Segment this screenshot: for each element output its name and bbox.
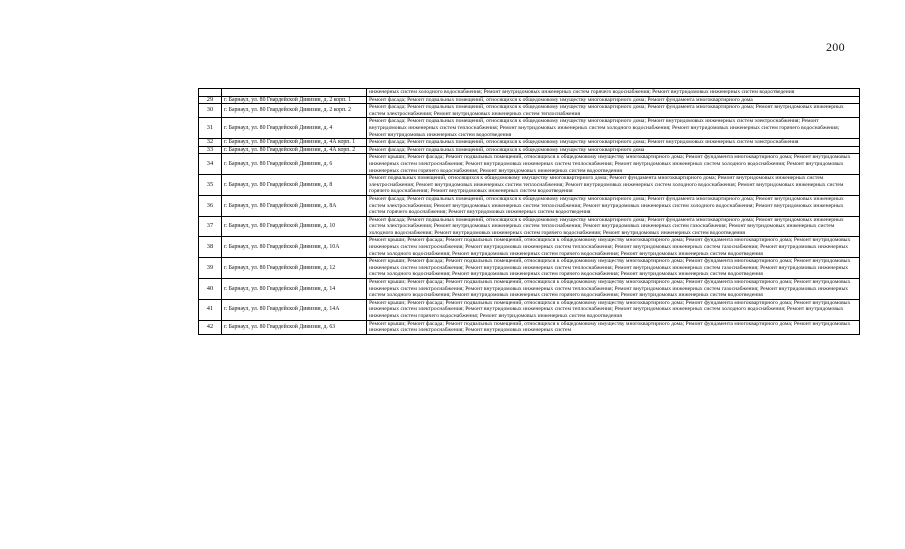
table-row xyxy=(199,139,860,147)
table-row xyxy=(199,146,860,154)
repair-works-cell: инженерных систем холодного водоснабжения; Ремонт внутридомовых инженерных систем горячего водоснабжения; Ремонт внутридомовых инженерных систем водоотведения xyxy=(367,89,860,97)
repair-works-cell: Ремонт фасада; Ремонт подвальных помещений, относящихся к общедомовому имуществу многоквартирного дома; Ремонт фундамента многоквартирного дома; Ремонт внутридомовых инженерных систем электроснабжения; Ремонт внутридомовых инженерных систем теплоснабжения; Ремонт внутридомовых инженерных систем холодного водоснабжения; Ремонт внутридомовых инженерных систем горячего водоснабжения; Ремонт внутридомовых инженерных систем водоотведения xyxy=(367,195,860,216)
table-row xyxy=(199,237,860,258)
row-number-cell: 32 xyxy=(199,139,222,147)
row-number-cell: 40 xyxy=(199,279,222,300)
table-row xyxy=(199,279,860,300)
address-cell: г. Барнаул, ул. 80 Гвардейской Дивизии, д. 10А xyxy=(222,237,367,258)
row-number-cell: 30 xyxy=(199,104,222,118)
address-cell: г. Барнаул, ул. 80 Гвардейской Дивизии, д. 63 xyxy=(222,320,367,334)
repair-works-cell: Ремонт крыши; Ремонт фасада; Ремонт подвальных помещений, относящихся к общедомовому имуществу многоквартирного дома; Ремонт фундамента многоквартирного дома; Ремонт внутридомовых инженерных систем электроснабжения; Ремонт внутридомовых инженерных систем теплоснабжения; Ремонт внутридомовых инженерных систем газоснабжения; Ремонт внутридомовых инженерных систем холодного водоснабжения; Ремонт внутридомовых инженерных систем горячего водоснабжения; Ремонт внутридомовых инженерных систем водоотведения xyxy=(367,258,860,279)
row-number-cell: 35 xyxy=(199,175,222,196)
address-cell: г. Барнаул, ул. 80 Гвардейской Дивизии, д. 4А корп. 2 xyxy=(222,146,367,154)
table-row xyxy=(199,89,860,97)
row-number-cell: 33 xyxy=(199,146,222,154)
repair-works-cell: Ремонт фасада; Ремонт подвальных помещений, относящихся к общедомовому имуществу многоквартирного дома; Ремонт внутридомовых инженерных систем электроснабжения; Ремонт внутридомовых инженерных систем теплоснабжения; Ремонт внутридомовых инженерных систем холодного водоснабжения; Ремонт внутридомовых инженерных систем горячего водоснабжения; Ремонт внутридомовых инженерных систем водоотведения xyxy=(367,118,860,139)
address-cell: г. Барнаул, ул. 80 Гвардейской Дивизии, д. 8А xyxy=(222,195,367,216)
address-cell: г. Барнаул, ул. 80 Гвардейской Дивизии, д. 14А xyxy=(222,299,367,320)
address-cell: г. Барнаул, ул. 80 Гвардейской Дивизии, д. 12 xyxy=(222,258,367,279)
address-cell: г. Барнаул, ул. 80 Гвардейской Дивизии, д. 2 корп. 1 xyxy=(222,96,367,104)
row-number-cell: 31 xyxy=(199,118,222,139)
row-number-cell: 39 xyxy=(199,258,222,279)
repair-works-cell: Ремонт крыши; Ремонт фасада; Ремонт подвальных помещений, относящихся к общедомовому имуществу многоквартирного дома; Ремонт фундамента многоквартирного дома; Ремонт внутридомовых инженерных систем электроснабжения; Ремонт внутридомовых инженерных систем теплоснабжения; Ремонт внутридомовых инженерных систем холодного водоснабжения; Ремонт внутридомовых инженерных систем горячего водоснабжения; Ремонт внутридомовых инженерных систем водоотведения xyxy=(367,154,860,175)
address-cell: г. Барнаул, ул. 80 Гвардейской Дивизии, д. 2 корп. 2 xyxy=(222,104,367,118)
repair-works-cell: Ремонт крыши; Ремонт фасада; Ремонт подвальных помещений, относящихся к общедомовому имуществу многоквартирного дома; Ремонт фундамента многоквартирного дома; Ремонт внутридомовых инженерных систем электроснабжения; Ремонт внутридомовых инженерных систем теплоснабжения; Ремонт внутридомовых инженерных систем газоснабжения; Ремонт внутридомовых инженерных систем холодного водоснабжения; Ремонт внутридомовых инженерных систем горячего водоснабжения; Ремонт внутридомовых инженерных систем водоотведения xyxy=(367,237,860,258)
row-number-cell: 29 xyxy=(199,96,222,104)
repair-works-cell: Ремонт фасада; Ремонт подвальных помещений, относящихся к общедомовому имуществу многоквартирного дома; Ремонт фундамента многоквартирного дома; Ремонт внутридомовых инженерных систем электроснабжения; Ремонт внутридомовых инженерных систем теплоснабжения xyxy=(367,104,860,118)
row-number-cell: 37 xyxy=(199,216,222,237)
repair-works-cell: Ремонт подвальных помещений, относящихся к общедомовому имуществу многоквартирного дома; Ремонт фундамента многоквартирного дома; Ремонт внутридомовых инженерных систем электроснабжения; Ремонт внутридомовых инженерных систем теплоснабжения; Ремонт внутридомовых инженерных систем холодного водоснабжения; Ремонт внутридомовых инженерных систем горячего водоснабжения; Ремонт внутридомовых инженерных систем водоотведения xyxy=(367,175,860,196)
repair-works-cell: Ремонт фасада; Ремонт подвальных помещений, относящихся к общедомовому имуществу многоквартирного дома; Ремонт внутридомовых инженерных систем электроснабжения xyxy=(367,139,860,147)
repair-works-cell: Ремонт крыши; Ремонт фасада; Ремонт подвальных помещений, относящихся к общедомовому имуществу многоквартирного дома; Ремонт фундамента многоквартирного дома; Ремонт внутридомовых инженерных систем электроснабжения; Ремонт внутридомовых инженерных систем теплоснабжения; Ремонт внутридомовых инженерных систем холодного водоснабжения; Ремонт внутридомовых инженерных систем горячего водоснабжения; Ремонт внутридомовых инженерных систем водоотведения xyxy=(367,299,860,320)
table-row xyxy=(199,96,860,104)
row-number-cell: 36 xyxy=(199,195,222,216)
page-number: 200 xyxy=(826,40,845,54)
address-cell: г. Барнаул, ул. 80 Гвардейской Дивизии, д. 6 xyxy=(222,154,367,175)
row-number-cell xyxy=(199,89,222,97)
address-cell: г. Барнаул, ул. 80 Гвардейской Дивизии, д. 10 xyxy=(222,216,367,237)
address-cell: г. Барнаул, ул. 80 Гвардейской Дивизии, д. 8 xyxy=(222,175,367,196)
address-cell xyxy=(222,89,367,97)
table-row xyxy=(199,104,860,118)
table-row xyxy=(199,175,860,196)
table-row xyxy=(199,299,860,320)
address-cell: г. Барнаул, ул. 80 Гвардейской Дивизии, д. 14 xyxy=(222,279,367,300)
table-row xyxy=(199,195,860,216)
table-row xyxy=(199,216,860,237)
row-number-cell: 38 xyxy=(199,237,222,258)
row-number-cell: 42 xyxy=(199,320,222,334)
repair-works-cell: Ремонт фасада; Ремонт подвальных помещений, относящихся к общедомовому имуществу многоквартирного дома xyxy=(367,146,860,154)
address-cell: г. Барнаул, ул. 80 Гвардейской Дивизии, д. 4 xyxy=(222,118,367,139)
table-row xyxy=(199,320,860,334)
repair-works-cell: Ремонт крыши; Ремонт фасада; Ремонт подвальных помещений, относящихся к общедомовому имуществу многоквартирного дома; Ремонт фундамента многоквартирного дома; Ремонт внутридомовых инженерных систем электроснабжения; Ремонт внутридомовых инженерных систем теплоснабжения; Ремонт внутридомовых инженерных систем газоснабжения; Ремонт внутридомовых инженерных систем холодного водоснабжения; Ремонт внутридомовых инженерных систем горячего водоснабжения; Ремонт внутридомовых инженерных систем водоотведения xyxy=(367,279,860,300)
repair-works-cell: Ремонт крыши; Ремонт фасада; Ремонт подвальных помещений, относящихся к общедомовому имуществу многоквартирного дома; Ремонт фундамента многоквартирного дома; Ремонт внутридомовых инженерных систем электроснабжения; Ремонт внутридомовых инженерных систем xyxy=(367,320,860,334)
repair-works-cell: Ремонт фасада; Ремонт подвальных помещений, относящихся к общедомовому имуществу многоквартирного дома; Ремонт фундамента многоквартирного дома; Ремонт внутридомовых инженерных систем электроснабжения; Ремонт внутридомовых инженерных систем теплоснабжения; Ремонт внутридомовых инженерных систем газоснабжения; Ремонт внутридомовых инженерных систем холодного водоснабжения; Ремонт внутридомовых инженерных систем горячего водоснабжения; Ремонт внутридомовых инженерных систем водоотведения xyxy=(367,216,860,237)
table-row xyxy=(199,154,860,175)
row-number-cell: 34 xyxy=(199,154,222,175)
address-cell: г. Барнаул, ул. 80 Гвардейской Дивизии, д. 4А корп. 1 xyxy=(222,139,367,147)
table-row xyxy=(199,118,860,139)
table-row xyxy=(199,258,860,279)
repair-works-cell: Ремонт фасада; Ремонт подвальных помещений, относящихся к общедомовому имуществу многоквартирного дома; Ремонт фундамента многоквартирного дома xyxy=(367,96,860,104)
table-body xyxy=(199,89,860,335)
row-number-cell: 41 xyxy=(199,299,222,320)
repair-schedule-table xyxy=(198,88,860,335)
